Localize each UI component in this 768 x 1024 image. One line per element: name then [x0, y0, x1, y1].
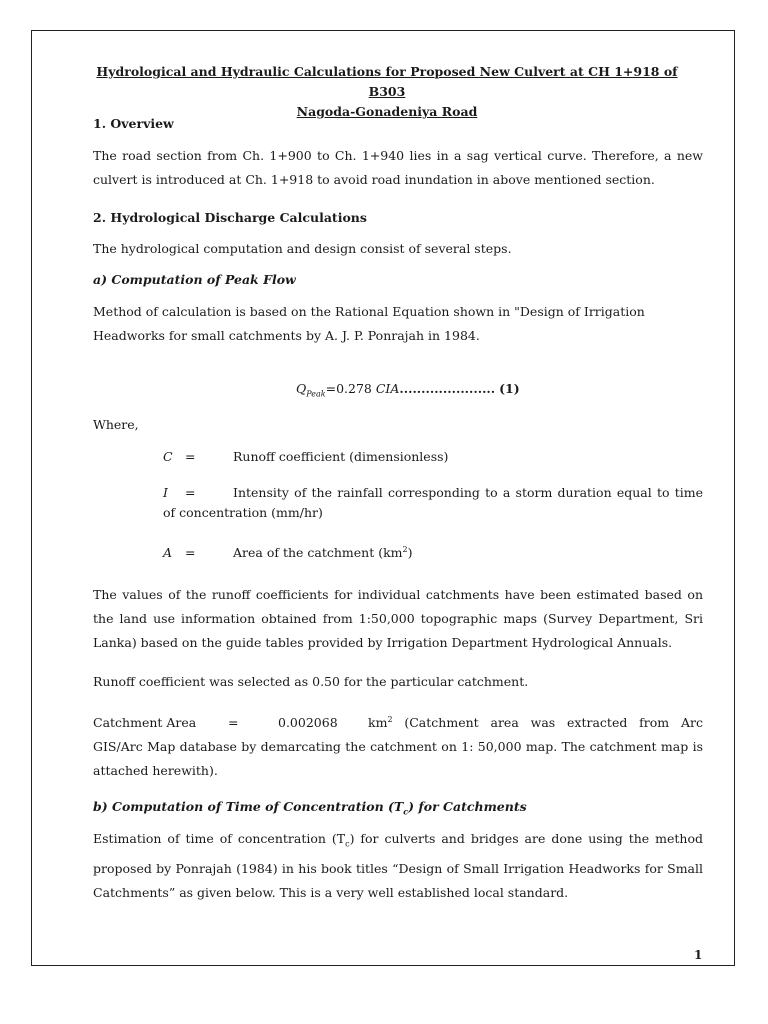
hydrological-intro: The hydrological computation and design consist of several steps. — [93, 241, 512, 256]
time-concentration-text: Estimation of time of concentration $(T_c)$ for culverts and bridges are done using the method proposed by Ponrajah (1984) in his book titles “Design of Small Irrigation Headworks for Small Catchments” as given below. This is a very well established local standard. — [93, 831, 703, 900]
runoff-paragraph: The values of the runoff coefficients for individual catchments have been estimated based on the land use information obtained from 1:50,000 topographic maps (Survey Department, Sri Lanka) based on the guide tables provided by Irrigation Department Hydrological Annuals. — [93, 587, 703, 650]
method-text: Method of calculation is based on the Rational Equation shown in "Design of Irrigation Headworks for small catchments by A. J. P. Ponrajah in 1984. — [93, 304, 645, 343]
document-title: Hydrological and Hydraulic Calculations for Proposed New Culvert at CH 1+918 of B303 Nagoda-Gonadeniya Road — [96, 64, 678, 119]
peak-flow-subheading: a) Computation of Peak Flow — [93, 272, 296, 287]
where-label: Where, — [93, 417, 139, 432]
variable-c: C = Runoff coefficient (dimensionless) — [163, 449, 449, 464]
overview-heading: 1. Overview — [93, 116, 174, 131]
overview-text: The road section from Ch. 1+900 to Ch. 1+940 lies in a sag vertical curve. Therefore, a new culvert is introduced at Ch. 1+918 to avoid road inundation in above mentioned section. — [93, 148, 703, 187]
variable-i: I = Intensity of the rainfall corresponding to a storm duration equal to time of concentration (mm/hr) — [163, 485, 703, 520]
rational-equation: $Q_{Peak}=0.278$ CIA...................... (1) — [296, 381, 520, 399]
catchment-area-paragraph: Catchment Area = 0.002068 $km^2$ (Catchment area was extracted from Arc GIS/Arc Map database by demarcating the catchment on 1: 50,000 map. The catchment map is attached herewith). — [93, 715, 703, 779]
runoff-selected: Runoff coefficient was selected as 0.50 for the particular catchment. — [93, 674, 529, 689]
time-concentration-subheading: b) Computation of Time of Concentration $(T_c)$ for Catchments — [93, 799, 527, 817]
hydrological-heading: 2. Hydrological Discharge Calculations — [93, 210, 367, 225]
page-number: 1 — [694, 948, 703, 962]
variable-a: A = Area of the catchment $(km^2)$ — [163, 545, 413, 561]
